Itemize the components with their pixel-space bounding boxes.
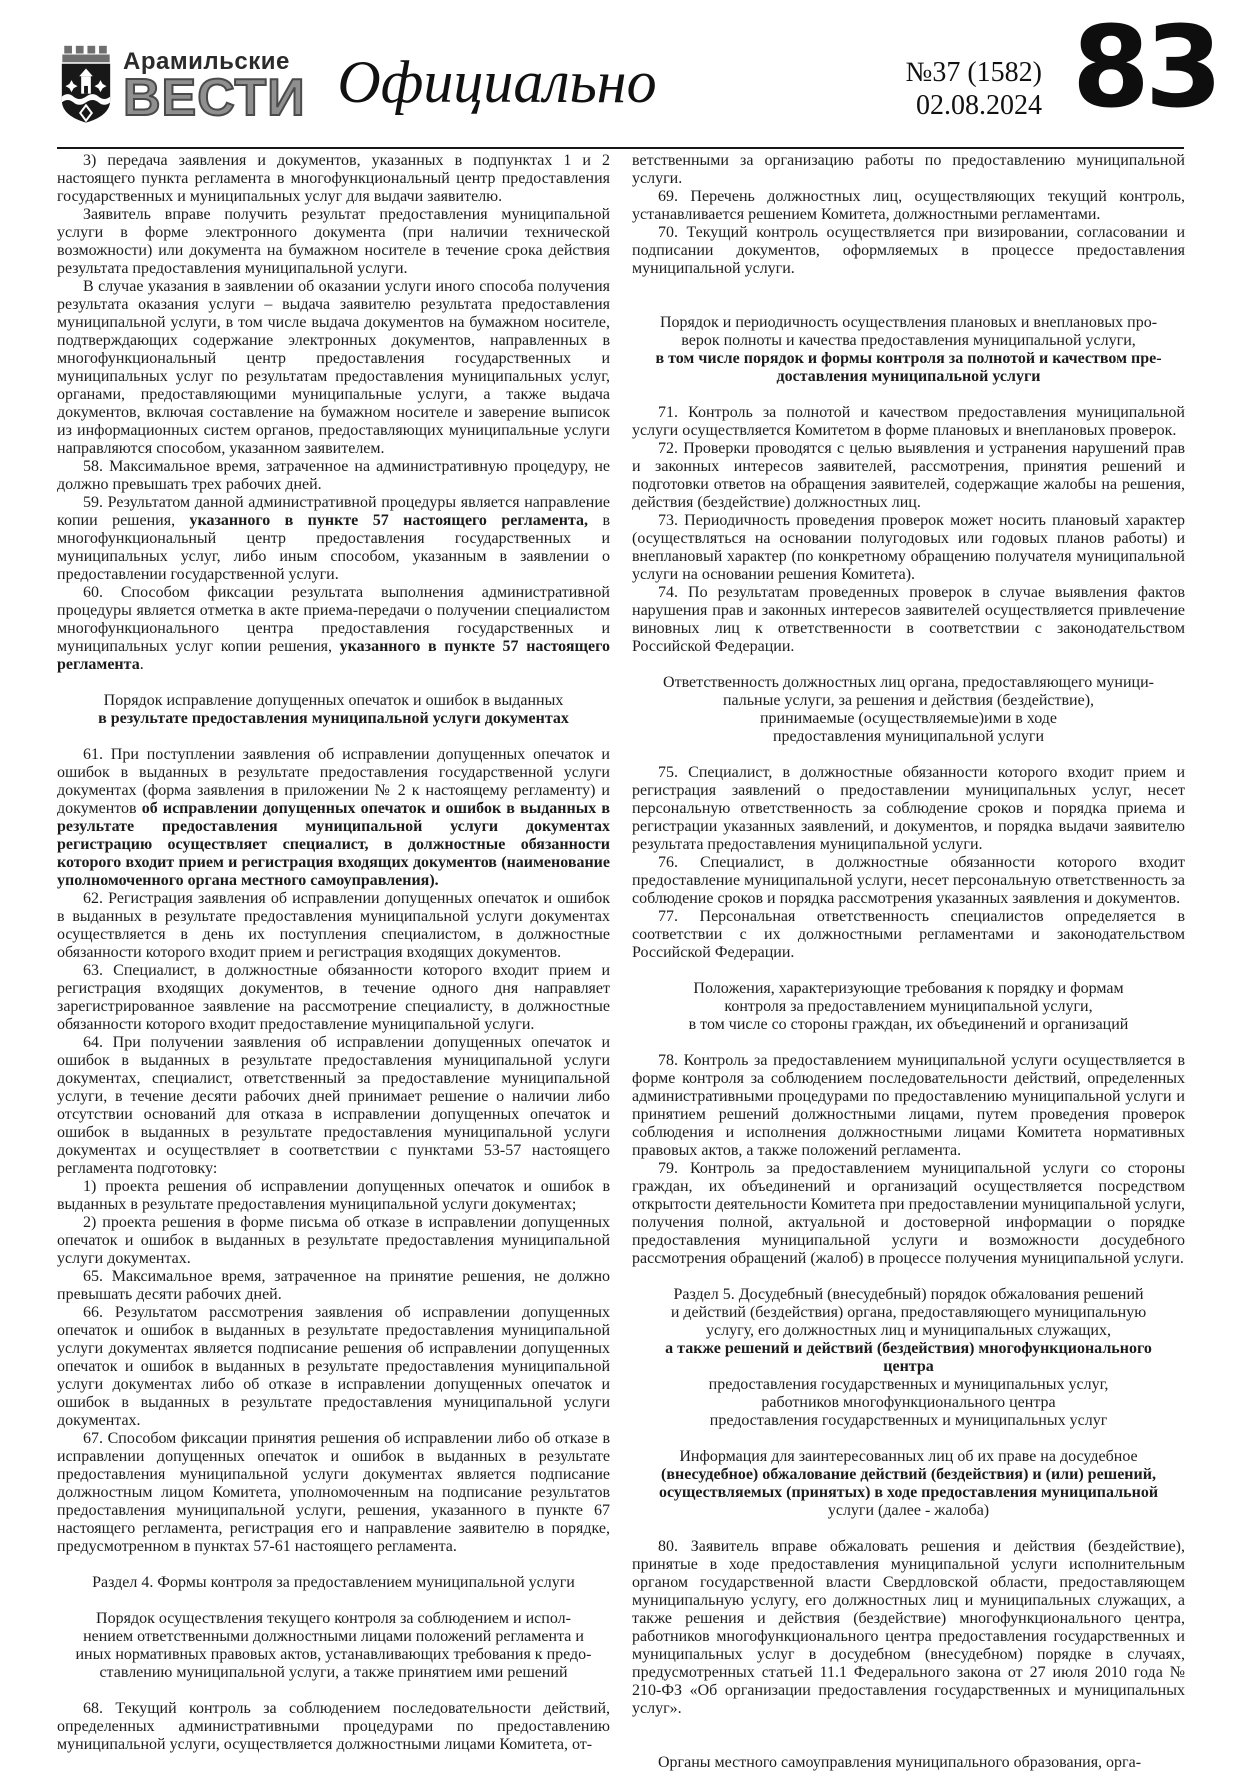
spacer <box>632 1034 1185 1052</box>
page-number: 83 <box>1072 3 1218 133</box>
paragraph: 2) проекта решения в форме письма об отказе в исправлении допущенных опечаток и ошибок в выданных в результате предоставления муниципальной услуги документах. <box>57 1214 610 1267</box>
spacer <box>57 1682 610 1700</box>
paragraph: 68. Текущий контроль за соблюдением последовательности действий, определенных административными процедурами по предоставлению муниципальной услуги, осуществляется должностными лицами Комитета, от- <box>57 1700 610 1753</box>
paragraph: 80. Заявитель вправе обжаловать решения и действия (бездействие), принятые в ходе предоставления муниципальной услуги исполнительным органом государственной власти Свердловской области, предоставляющем муниципальную услугу, его должностных лиц и муниципальных служащих, а также решения и действия (бездействие) многофункционального центра, работников многофункционального центра предоставления государственных и муниципальных услуг в досудебном (внесудебном) порядке в случаях, предусмотренных статьей 11.1 Федерального закона от 27 июля 2010 года № 210-ФЗ «Об организации предоставления государственных и муниципальных услуг». <box>632 1538 1185 1717</box>
section-heading: Ответственность должностных лиц органа, предоставляющего муници- пальные услуги, за решения и действия (бездействие), принимаемые (осуществляемые)ими в ходе предоставления муниципальной услуги <box>663 674 1154 745</box>
section-heading: Порядок исправление допущенных опечаток и ошибок в выданных в результате предоставления муниципальной услуги документах <box>98 692 569 727</box>
brand-name-top: Арамильские <box>123 48 290 75</box>
left-column <box>57 152 610 1754</box>
paragraph: ветственными за организацию работы по предоставлению муниципальной услуги. <box>632 152 1185 187</box>
header-divider <box>57 147 1184 149</box>
paragraph: 73. Периодичность проведения проверок может носить плановый характер (осуществляться на основании полугодовых или годовых планов работы) и внеплановый характер (по конкретному обращению получателя муниципальной услуги на основании решения Комитета). <box>632 512 1185 583</box>
spacer <box>632 1430 1185 1448</box>
paragraph: 60. Способом фиксации результата выполнения административной процедуры является отметка в акте приема-передачи о получении специалистом многофункционального центра предоставления государственных и муниципальных услуг копии решения, указанного в пункте 57 настоящего регламента. <box>57 584 610 673</box>
paragraph: 76. Специалист, в должностные обязанности которого входит предоставление муниципальной услуги, несет персональную ответственность за соблюдение сроков и порядка рассмотрения указанных заявления и документов. <box>632 854 1185 907</box>
section-heading: Информация для заинтересованных лиц об их праве на досудебное (внесудебное) обжалование действий (бездействия) и (или) решений, осуществляемых (принятых) в ходе предоставления муниципальной услуги (далее - жалоба) <box>658 1448 1159 1519</box>
coat-of-arms-icon <box>57 42 115 126</box>
spacer <box>57 728 610 746</box>
paragraph: 71. Контроль за полнотой и качеством предоставления муниципальной услуги осуществляется Комитетом в форме плановых и внеплановых проверок. <box>632 404 1185 439</box>
page-header <box>57 3 1218 144</box>
paragraph: 64. При получении заявления об исправлении допущенных опечаток и ошибок в выданных в результате предоставления муниципальной услуги документах, специалист, ответственный за предоставление муниципальной услуги, в течение десяти рабочих дней принимает решение о наличии либо отсутствии оснований для отказа в исправлении допущенных опечаток и ошибок в выданных в результате предоставления муниципальной услуги документах и осуществляет в соответствии с пунктами 53-57 настоящего регламента подготовку: <box>57 1034 610 1177</box>
issue-block <box>787 56 1042 122</box>
paragraph: 63. Специалист, в должностные обязанности которого входит прием и регистрация входящих документов, в течение одного дня направляет зарегистрированное заявление на рассмотрение специалисту, в должностные обязанности которого входит предоставление муниципальной услуги. <box>57 962 610 1033</box>
spacer <box>57 1592 610 1610</box>
spacer <box>632 962 1185 980</box>
paragraph: 3) передача заявления и документов, указанных в подпунктах 1 и 2 настоящего пункта регламента в многофункциональный центр предоставления государственных и муниципальных услуг для выдачи заявителю. <box>57 152 610 205</box>
paragraph: 67. Способом фиксации принятия решения об исправлении либо об отказе в исправлении допущенных опечаток и ошибок в выданных в результате предоставления муниципальной услуги документах является подписание должностным лицом Комитета, уполномоченным на подписание результатов предоставления муниципальной услуги, решения, указанного в пункте 67 настоящего регламента, регистрация его и направление заявителю в порядке, предусмотренном в пунктах 57-61 настоящего регламента. <box>57 1430 610 1555</box>
paragraph: 70. Текущий контроль осуществляется при визировании, согласовании и подписании документов, оформляемых в процессе предоставления муниципальной услуги. <box>632 224 1185 277</box>
section-heading: Раздел 4. Формы контроля за предоставлением муниципальной услуги <box>92 1574 575 1591</box>
spacer <box>57 674 610 692</box>
spacer <box>632 1520 1185 1538</box>
page-section-title: Официально <box>337 49 657 115</box>
newspaper-brand <box>57 40 337 136</box>
section-heading: Порядок и периодичность осуществления плановых и внеплановых про- верок полноты и качества предоставления муниципальной услуги, в том числе порядок и формы контроля за полнотой и качеством пре- доставления муниципальной услуги <box>655 314 1162 385</box>
spacer <box>632 1268 1185 1286</box>
paragraph: 65. Максимальное время, затраченное на принятие решения, не должно превышать десяти рабочих дней. <box>57 1268 610 1303</box>
issue-number: №37 (1582) <box>905 57 1042 88</box>
paragraph: 74. По результатам проведенных проверок в случае выявления фактов нарушения прав и законных интересов заявителей осуществляется привлечение виновных лиц к ответственности в соответствии с законодательством Российской Федерации. <box>632 584 1185 655</box>
spacer <box>632 656 1185 674</box>
paragraph: 1) проекта решения об исправлении допущенных опечаток и ошибок в выданных в результате предоставления муниципальной услуги документах; <box>57 1178 610 1213</box>
right-column <box>632 152 1185 1772</box>
paragraph: 79. Контроль за предоставлением муниципальной услуги со стороны граждан, их объединений и организаций осуществляется посредством открытости деятельности Комитета при предоставлении муниципальной услуги, получения полной, актуальной и достоверной информации о порядке предоставления муниципальной услуги и возможности досудебного рассмотрения обращений (жалоб) в процессе получения муниципальной услуги. <box>632 1160 1185 1267</box>
section-heading: Раздел 5. Досудебный (внесудебный) порядок обжалования решений и действий (бездействия) органа, предоставляющего муниципальную услугу, его должностных лиц и муниципальных служащих, а также решений и действий (бездействия) многофункционального центра предоставления государственных и муниципальных услуг, работников многофункционального центра предоставления государственных и муниципальных услуг <box>665 1286 1152 1429</box>
paragraph: Органы местного самоуправления муниципального образования, орга- <box>658 1754 1142 1771</box>
paragraph: 78. Контроль за предоставлением муниципальной услуги осуществляется в форме контроля за соблюдением последовательности действий, определенных административными процедурами по предоставлению муниципальной услуги и принятием решений должностными лицами, путем проведения проверок соблюдения и исполнения должностными лицами Комитета нормативных правовых актов, а также положений регламента. <box>632 1052 1185 1159</box>
paragraph: 66. Результатом рассмотрения заявления об исправлении допущенных опечаток и ошибок в выданных в результате предоставления муниципальной услуги документах является подписание решения об исправлении допущенных опечаток и ошибок в выданных в результате предоставления муниципальной услуги документах либо об отказе в исправлении допущенных опечаток и ошибок в выданных в результате предоставления муниципальной услуги документах. <box>57 1304 610 1429</box>
spacer <box>632 278 1185 314</box>
brand-text <box>123 48 333 127</box>
paragraph: 72. Проверки проводятся с целью выявления и устранения нарушений прав и законных интересов заявителей, рассмотрения, принятия решений и подготовки ответов на обращения заявителей, содержащие жалобы на решения, действия (бездействие) должностных лиц. <box>632 440 1185 511</box>
paragraph: 77. Персональная ответственность специалистов определяется в соответствии с их должностными регламентами и законодательством Российской Федерации. <box>632 908 1185 961</box>
issue-date: 02.08.2024 <box>916 90 1042 121</box>
section-heading: Порядок осуществления текущего контроля за соблюдением и испол- нением ответственными должностными лицами положений регламента и иных нормативных правовых актов, устанавливающих требования к предо- ставлению муниципальной услуги, а также принятием ими решений <box>75 1610 592 1681</box>
paragraph: 59. Результатом данной административной процедуры является направление копии решения, указанного в пункте 57 настоящего регламента, в многофункциональный центр предоставления государственных и муниципальных услуг, либо иным способом, указанным в заявлении о предоставлении государственной услуги. <box>57 494 610 583</box>
paragraph: Заявитель вправе получить результат предоставления муниципальной услуги в форме электронного документа (при наличии технической возможности) или документа на бумажном носителе в течение срока действия результата предоставления муниципальной услуги. <box>57 206 610 277</box>
brand-name-bottom: ВЕСТИ <box>123 69 306 127</box>
paragraph: 58. Максимальное время, затраченное на административную процедуру, не должно превышать трех рабочих дней. <box>57 458 610 493</box>
spacer <box>632 746 1185 764</box>
spacer <box>632 386 1185 404</box>
paragraph: В случае указания в заявлении об оказании услуги иного способа получения результата оказания услуги – выдача заявителю результата предоставления муниципальной услуги, в том числе выдача документов на бумажном носителе, подтверждающих содержание электронных документов, направленных в многофункциональный центр предоставления государственных и муниципальных услуг по результатам предоставления муниципальных услуг, органами, предоставляющими муниципальные услуги, а также выдача документов, включая составление на бумажном носителе и заверение выписок из информационных систем органов, предоставляющих муниципальные услуги направляются способом, указанном заявителем. <box>57 278 610 457</box>
spacer <box>57 1556 610 1574</box>
spacer <box>632 1718 1185 1754</box>
paragraph: 61. При поступлении заявления об исправлении допущенных опечаток и ошибок в выданных в результате предоставления государственной услуги документах (форма заявления в приложении № 2 к настоящему регламенту) и документов об исправлении допущенных опечаток и ошибок в выданных в результате предоставления муниципальной услуги документах регистрацию осуществляет специалист, в должностные обязанности которого входит прием и регистрация входящих документов (наименование уполномоченного органа местного самоуправления). <box>57 746 610 889</box>
paragraph: 75. Специалист, в должностные обязанности которого входит прием и регистрация заявлений о предоставлении муниципальных услуг, несет персональную ответственность за соблюдение сроков и порядка приема и регистрации указанных заявлений, и документов, и порядка выдачи заявителю результата предоставления муниципальной услуги. <box>632 764 1185 853</box>
section-heading: Положения, характеризующие требования к порядку и формам контроля за предоставлением муниципальной услуги, в том числе со стороны граждан, их объединений и организаций <box>688 980 1129 1033</box>
paragraph: 62. Регистрация заявления об исправлении допущенных опечаток и ошибок в выданных в результате предоставления муниципальной услуги документах осуществляется в день их поступления специалистом, в должностные обязанности которого входит прием и регистрация входящих документов. <box>57 890 610 961</box>
paragraph: 69. Перечень должностных лиц, осуществляющих текущий контроль, устанавливается решением Комитета, должностными регламентами. <box>632 188 1185 223</box>
